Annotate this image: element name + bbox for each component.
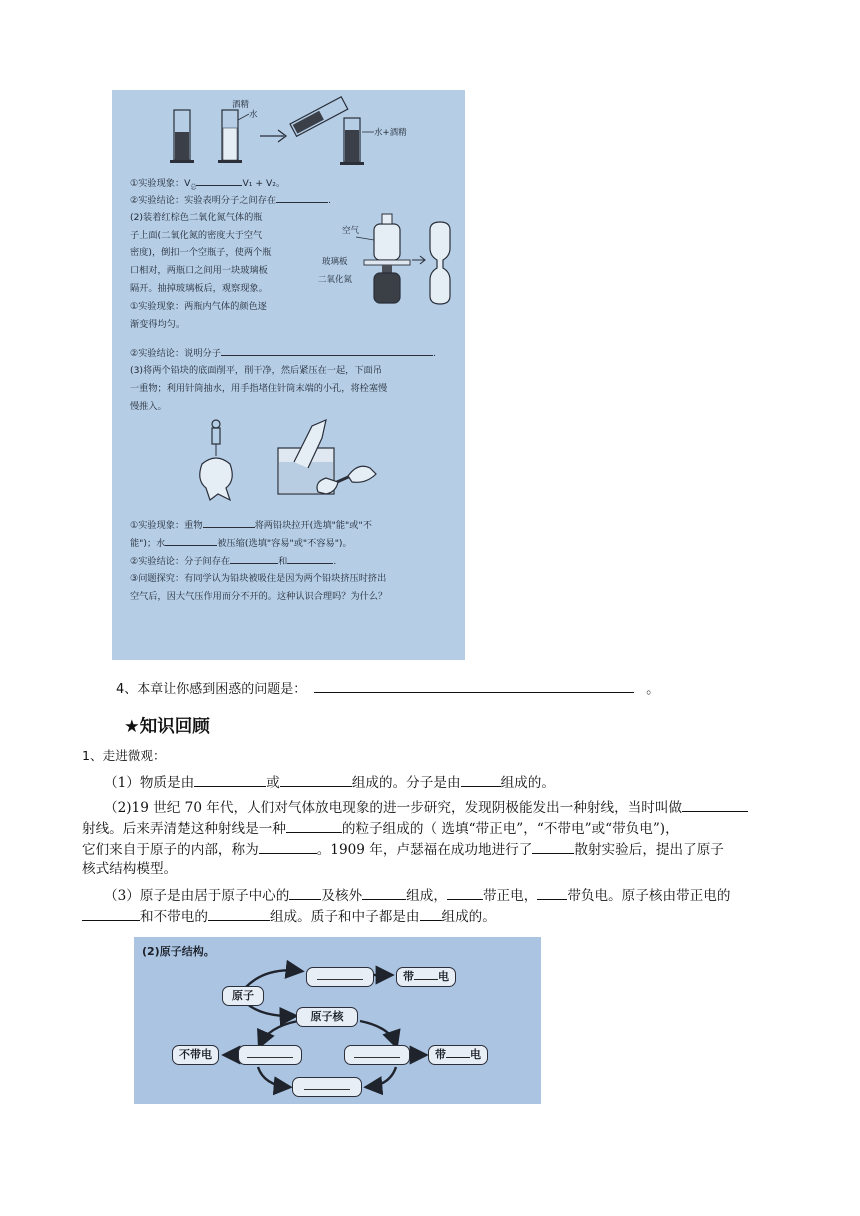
electron-blank-box <box>306 967 374 987</box>
section-heading: ★知识回顾 <box>124 717 210 737</box>
review-paragraph-2-line-4: 核式结构模型。 <box>82 861 178 877</box>
fig1-line-18: 空气后，因大气压作用而分不开的。这种认识合理吗？为什么？ <box>130 591 388 602</box>
fig1-line-3: (2)装着红棕色二氧化氮气体的瓶 <box>130 212 263 223</box>
lead-block-syringe-illustration <box>112 90 465 510</box>
label-water: 水 <box>249 110 258 120</box>
fig1-line-17: ③问题探究：有同学认为铅块被吸住是因为两个铅块挤压时挤出 <box>130 573 387 584</box>
fig1-line-14: ①实验现象：重物 将两铅块拉开(选填"能"或"不 <box>130 520 372 531</box>
neutron-blank-box <box>238 1045 302 1065</box>
label-alcohol: 酒精 <box>232 100 250 110</box>
review-item-1: 1、走进微观： <box>82 748 166 763</box>
review-paragraph-3-line-1: （3）原子是由居于原子中心的 及核外 组成， 带正电， 带负电。原子核由带正电的 <box>104 885 730 905</box>
fig1-line-16: ②实验结论：分子间存在 和 . <box>130 556 337 567</box>
review-paragraph-2-line-3: 它们来自于原子的内部，称为 。1909 年，卢瑟福在成功地进行了 散射实验后，提出了原子 <box>82 839 724 859</box>
experiment-figure-scan <box>112 90 465 660</box>
label-air: 空气 <box>342 226 360 236</box>
fig1-line-12: 一重物；利用针筒抽水，用手指堵住针筒末端的小孔，将栓塞慢 <box>130 383 388 394</box>
quark-blank-box <box>292 1077 362 1097</box>
question-4: 4、本章让你感到困惑的问题是： 。 <box>116 678 659 699</box>
diagram-title: (2)原子结构。 <box>142 945 215 958</box>
fig1-line-4: 子上面(二氧化氮的密度大于空气 <box>130 230 263 241</box>
fig1-line-11: (3)将两个铅块的底面削平，削干净，然后紧压在一起，下面吊 <box>130 365 382 376</box>
review-paragraph-2-line-1: （2)19 世纪 70 年代，人们对气体放电现象的进一步研究，发现阴极能发出一种射线，当时叫做 <box>104 797 748 817</box>
fig1-line-2: ②实验结论：实验表明分子之间存在 . <box>130 195 331 206</box>
fig1-line-1: ①实验现象：$V_总$ V₁ + V₂。 <box>130 178 286 191</box>
label-water-alcohol: 水+酒精 <box>374 128 407 138</box>
fig1-line-9: 渐变得均匀。 <box>130 319 186 330</box>
label-no2: 二氧化氮 <box>318 275 353 285</box>
neutral-box: 不带电 <box>172 1045 219 1065</box>
label-glass-plate: 玻璃板 <box>322 257 348 267</box>
proton-blank-box <box>344 1045 410 1065</box>
review-paragraph-2-line-2: 射线。后来弄清楚这种射线是一种 的粒子组成的（ 选填“带正电”，“不带电”或“带负电”)， <box>82 818 679 838</box>
fig1-line-5: 密度)，倒扣一个空瓶子，使两个瓶 <box>130 247 272 258</box>
fig1-line-6: 口相对，两瓶口之间用一块玻璃板 <box>130 265 268 276</box>
atom-structure-diagram <box>134 937 541 1104</box>
fig1-line-13: 慢推入。 <box>130 401 167 412</box>
nucleus-box: 原子核 <box>296 1007 358 1027</box>
fig1-line-15: 能")；水 被压缩(选填"容易"或"不容易")。 <box>130 538 352 549</box>
charge-box-top: 带 电 <box>396 967 456 987</box>
fig1-line-8: ①实验现象：两瓶内气体的颜色逐 <box>130 301 267 312</box>
charge-box-right: 带 电 <box>428 1045 488 1065</box>
atom-box: 原子 <box>222 986 264 1006</box>
fig1-line-7: 隔开。抽掉玻璃板后，观察现象。 <box>130 283 268 294</box>
fig1-line-10: ②实验结论：说明分子 . <box>130 348 436 359</box>
review-paragraph-3-line-2: 和不带电的 组成。质子和中子都是由 组成的。 <box>82 906 496 926</box>
review-paragraph-1: （1）物质是由 或 组成的。分子是由 组成的。 <box>104 772 555 792</box>
